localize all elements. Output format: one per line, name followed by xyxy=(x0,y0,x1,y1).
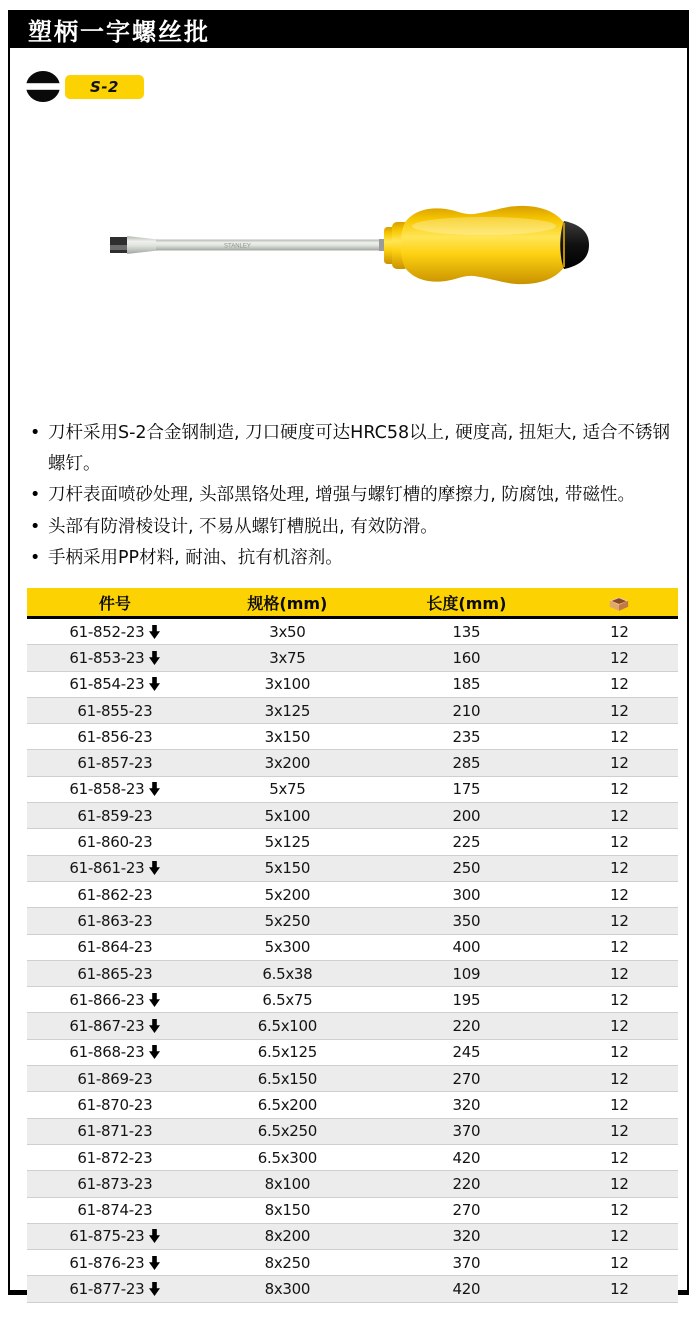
header-pack-qty xyxy=(561,588,678,618)
pack-qty-cell: 12 xyxy=(561,618,678,645)
table-row xyxy=(27,1066,678,1092)
pack-qty-cell: 12 xyxy=(561,987,678,1013)
table-row xyxy=(27,1039,678,1065)
part-number: 61-877-23 xyxy=(69,1280,145,1299)
length-cell: 400 xyxy=(372,934,561,960)
slotted-tip-icon xyxy=(26,71,60,102)
part-number-cell xyxy=(27,829,203,855)
length-cell: 220 xyxy=(372,1171,561,1197)
length-cell: 200 xyxy=(372,803,561,829)
part-number-cell xyxy=(27,776,203,802)
pack-qty-cell: 12 xyxy=(561,1039,678,1065)
spec-cell: 6.5x300 xyxy=(203,1144,372,1170)
table-row xyxy=(27,829,678,855)
length-cell: 175 xyxy=(372,776,561,802)
spec-table-header-row xyxy=(27,588,678,618)
length-cell: 225 xyxy=(372,829,561,855)
part-number: 61-875-23 xyxy=(69,1227,145,1246)
part-number: 61-862-23 xyxy=(77,885,153,904)
spec-cell: 8x150 xyxy=(203,1197,372,1223)
part-number: 61-853-23 xyxy=(69,648,145,667)
part-number-cell xyxy=(27,987,203,1013)
part-number-cell xyxy=(27,1223,203,1249)
table-row xyxy=(27,1223,678,1249)
length-cell: 320 xyxy=(372,1092,561,1118)
part-number-cell xyxy=(27,697,203,723)
spec-cell: 5x200 xyxy=(203,881,372,907)
table-row xyxy=(27,934,678,960)
length-cell: 320 xyxy=(372,1223,561,1249)
carton-pack-icon xyxy=(608,595,630,612)
header-part-number: 件号 xyxy=(27,588,203,618)
table-row xyxy=(27,618,678,645)
page-title: 塑柄一字螺丝批 xyxy=(28,17,210,46)
part-number: 61-871-23 xyxy=(77,1122,153,1141)
pack-qty-cell: 12 xyxy=(561,697,678,723)
part-number: 61-868-23 xyxy=(69,1043,145,1062)
length-cell: 350 xyxy=(372,908,561,934)
part-number: 61-857-23 xyxy=(77,754,153,773)
catalog-page-frame xyxy=(8,10,689,1299)
part-number: 61-872-23 xyxy=(77,1148,153,1167)
pack-qty-cell: 12 xyxy=(561,881,678,907)
spec-cell: 5x75 xyxy=(203,776,372,802)
spec-cell: 3x100 xyxy=(203,671,372,697)
length-cell: 135 xyxy=(372,618,561,645)
pack-qty-cell: 12 xyxy=(561,1144,678,1170)
length-cell: 250 xyxy=(372,855,561,881)
part-number-cell xyxy=(27,645,203,671)
table-row xyxy=(27,803,678,829)
part-number-cell xyxy=(27,803,203,829)
part-number-cell xyxy=(27,1197,203,1223)
spec-cell: 5x100 xyxy=(203,803,372,829)
part-number-cell xyxy=(27,1250,203,1276)
spec-cell: 3x125 xyxy=(203,697,372,723)
tip-type-row xyxy=(26,71,144,102)
pack-qty-cell: 12 xyxy=(561,1197,678,1223)
part-number: 61-869-23 xyxy=(77,1069,153,1088)
down-arrow-icon xyxy=(149,782,160,796)
length-cell: 210 xyxy=(372,697,561,723)
spec-cell: 8x100 xyxy=(203,1171,372,1197)
length-cell: 300 xyxy=(372,881,561,907)
pack-qty-cell: 12 xyxy=(561,908,678,934)
part-number-cell xyxy=(27,1118,203,1144)
part-number-cell xyxy=(27,881,203,907)
spec-cell: 8x200 xyxy=(203,1223,372,1249)
spec-cell: 3x200 xyxy=(203,750,372,776)
part-number: 61-859-23 xyxy=(77,806,153,825)
part-number-cell xyxy=(27,618,203,645)
table-row xyxy=(27,1092,678,1118)
part-number-cell xyxy=(27,1039,203,1065)
part-number: 61-870-23 xyxy=(77,1095,153,1114)
feature-item: • 刀杆表面喷砂处理, 头部黑铬处理, 增强与螺钉槽的摩擦力, 防腐蚀, 带磁性。 xyxy=(30,480,678,511)
part-number: 61-864-23 xyxy=(77,938,153,957)
pack-qty-cell: 12 xyxy=(561,1092,678,1118)
length-cell: 195 xyxy=(372,987,561,1013)
table-row xyxy=(27,908,678,934)
screwdriver-product-image xyxy=(96,192,604,306)
spec-table xyxy=(27,588,678,1303)
down-arrow-icon xyxy=(149,625,160,639)
down-arrow-icon xyxy=(149,1256,160,1270)
feature-item: • 刀杆采用S-2合金钢制造, 刀口硬度可达HRC58以上, 硬度高, 扭矩大, 适合不锈钢螺钉。 xyxy=(30,418,678,479)
down-arrow-icon xyxy=(149,1229,160,1243)
length-cell: 420 xyxy=(372,1276,561,1302)
part-number: 61-873-23 xyxy=(77,1174,153,1193)
part-number-cell xyxy=(27,855,203,881)
part-number: 61-866-23 xyxy=(69,990,145,1009)
table-row xyxy=(27,1197,678,1223)
pack-qty-cell: 12 xyxy=(561,803,678,829)
spec-cell: 6.5x250 xyxy=(203,1118,372,1144)
pack-qty-cell: 12 xyxy=(561,1171,678,1197)
spec-cell: 5x125 xyxy=(203,829,372,855)
pack-qty-cell: 12 xyxy=(561,1250,678,1276)
shaft-brand-text: STANLEY xyxy=(224,243,251,250)
length-cell: 285 xyxy=(372,750,561,776)
spec-cell: 8x250 xyxy=(203,1250,372,1276)
table-row xyxy=(27,697,678,723)
part-number-cell xyxy=(27,724,203,750)
pack-qty-cell: 12 xyxy=(561,750,678,776)
table-row xyxy=(27,645,678,671)
part-number: 61-855-23 xyxy=(77,701,153,720)
table-row xyxy=(27,671,678,697)
screwdriver-handle xyxy=(379,206,589,284)
part-number-cell xyxy=(27,750,203,776)
length-cell: 270 xyxy=(372,1197,561,1223)
table-row xyxy=(27,1250,678,1276)
table-row xyxy=(27,750,678,776)
part-number-cell xyxy=(27,934,203,960)
part-number-cell xyxy=(27,1092,203,1118)
feature-item: • 头部有防滑棱设计, 不易从螺钉槽脱出, 有效防滑。 xyxy=(30,512,678,543)
spec-cell: 6.5x125 xyxy=(203,1039,372,1065)
spec-cell: 5x300 xyxy=(203,934,372,960)
steel-grade-label: S-2 xyxy=(90,77,119,96)
length-cell: 245 xyxy=(372,1039,561,1065)
spec-cell: 6.5x38 xyxy=(203,960,372,986)
pack-qty-cell: 12 xyxy=(561,1276,678,1302)
header-spec: 规格(mm) xyxy=(203,588,372,618)
length-cell: 220 xyxy=(372,1013,561,1039)
part-number: 61-858-23 xyxy=(69,780,145,799)
spec-cell: 6.5x100 xyxy=(203,1013,372,1039)
part-number: 61-860-23 xyxy=(77,833,153,852)
table-row xyxy=(27,1276,678,1302)
table-row xyxy=(27,987,678,1013)
pack-qty-cell: 12 xyxy=(561,829,678,855)
down-arrow-icon xyxy=(149,993,160,1007)
pack-qty-cell: 12 xyxy=(561,1066,678,1092)
table-row xyxy=(27,960,678,986)
table-row xyxy=(27,1118,678,1144)
part-number-cell xyxy=(27,1066,203,1092)
table-row xyxy=(27,855,678,881)
part-number: 61-854-23 xyxy=(69,675,145,694)
length-cell: 270 xyxy=(372,1066,561,1092)
spec-cell: 6.5x150 xyxy=(203,1066,372,1092)
pack-qty-cell: 12 xyxy=(561,1118,678,1144)
spec-cell: 5x150 xyxy=(203,855,372,881)
part-number-cell xyxy=(27,960,203,986)
table-row xyxy=(27,1013,678,1039)
down-arrow-icon xyxy=(149,1019,160,1033)
part-number-cell xyxy=(27,908,203,934)
down-arrow-icon xyxy=(149,677,160,691)
spec-cell: 6.5x75 xyxy=(203,987,372,1013)
spec-table-container xyxy=(27,588,678,1303)
table-row xyxy=(27,1171,678,1197)
pack-qty-cell: 12 xyxy=(561,1223,678,1249)
down-arrow-icon xyxy=(149,651,160,665)
pack-qty-cell: 12 xyxy=(561,855,678,881)
part-number: 61-861-23 xyxy=(69,859,145,878)
part-number: 61-867-23 xyxy=(69,1017,145,1036)
spec-cell: 8x300 xyxy=(203,1276,372,1302)
part-number-cell xyxy=(27,1276,203,1302)
part-number-cell xyxy=(27,1171,203,1197)
pack-qty-cell: 12 xyxy=(561,934,678,960)
table-row xyxy=(27,776,678,802)
length-cell: 370 xyxy=(372,1250,561,1276)
length-cell: 109 xyxy=(372,960,561,986)
down-arrow-icon xyxy=(149,1045,160,1059)
table-row xyxy=(27,724,678,750)
length-cell: 160 xyxy=(372,645,561,671)
part-number: 61-856-23 xyxy=(77,727,153,746)
spec-cell: 3x50 xyxy=(203,618,372,645)
pack-qty-cell: 12 xyxy=(561,960,678,986)
spec-cell: 6.5x200 xyxy=(203,1092,372,1118)
part-number-cell xyxy=(27,1013,203,1039)
header-length: 长度(mm) xyxy=(372,588,561,618)
pack-qty-cell: 12 xyxy=(561,724,678,750)
spec-table-body xyxy=(27,618,678,1303)
pack-qty-cell: 12 xyxy=(561,671,678,697)
part-number-cell xyxy=(27,1144,203,1170)
part-number: 61-863-23 xyxy=(77,911,153,930)
steel-grade-badge xyxy=(65,75,144,99)
part-number: 61-865-23 xyxy=(77,964,153,983)
page-title-bar xyxy=(10,10,687,48)
part-number-cell xyxy=(27,671,203,697)
pack-qty-cell: 12 xyxy=(561,1013,678,1039)
length-cell: 185 xyxy=(372,671,561,697)
table-row xyxy=(27,1144,678,1170)
down-arrow-icon xyxy=(149,861,160,875)
feature-list xyxy=(30,418,678,575)
length-cell: 235 xyxy=(372,724,561,750)
part-number: 61-876-23 xyxy=(69,1253,145,1272)
spec-cell: 3x75 xyxy=(203,645,372,671)
part-number: 61-874-23 xyxy=(77,1201,153,1220)
length-cell: 370 xyxy=(372,1118,561,1144)
feature-item: • 手柄采用PP材料, 耐油、抗有机溶剂。 xyxy=(30,543,678,574)
length-cell: 420 xyxy=(372,1144,561,1170)
part-number: 61-852-23 xyxy=(69,622,145,641)
pack-qty-cell: 12 xyxy=(561,645,678,671)
screwdriver-blade xyxy=(110,236,384,254)
pack-qty-cell: 12 xyxy=(561,776,678,802)
down-arrow-icon xyxy=(149,1282,160,1296)
spec-cell: 3x150 xyxy=(203,724,372,750)
spec-cell: 5x250 xyxy=(203,908,372,934)
table-row xyxy=(27,881,678,907)
